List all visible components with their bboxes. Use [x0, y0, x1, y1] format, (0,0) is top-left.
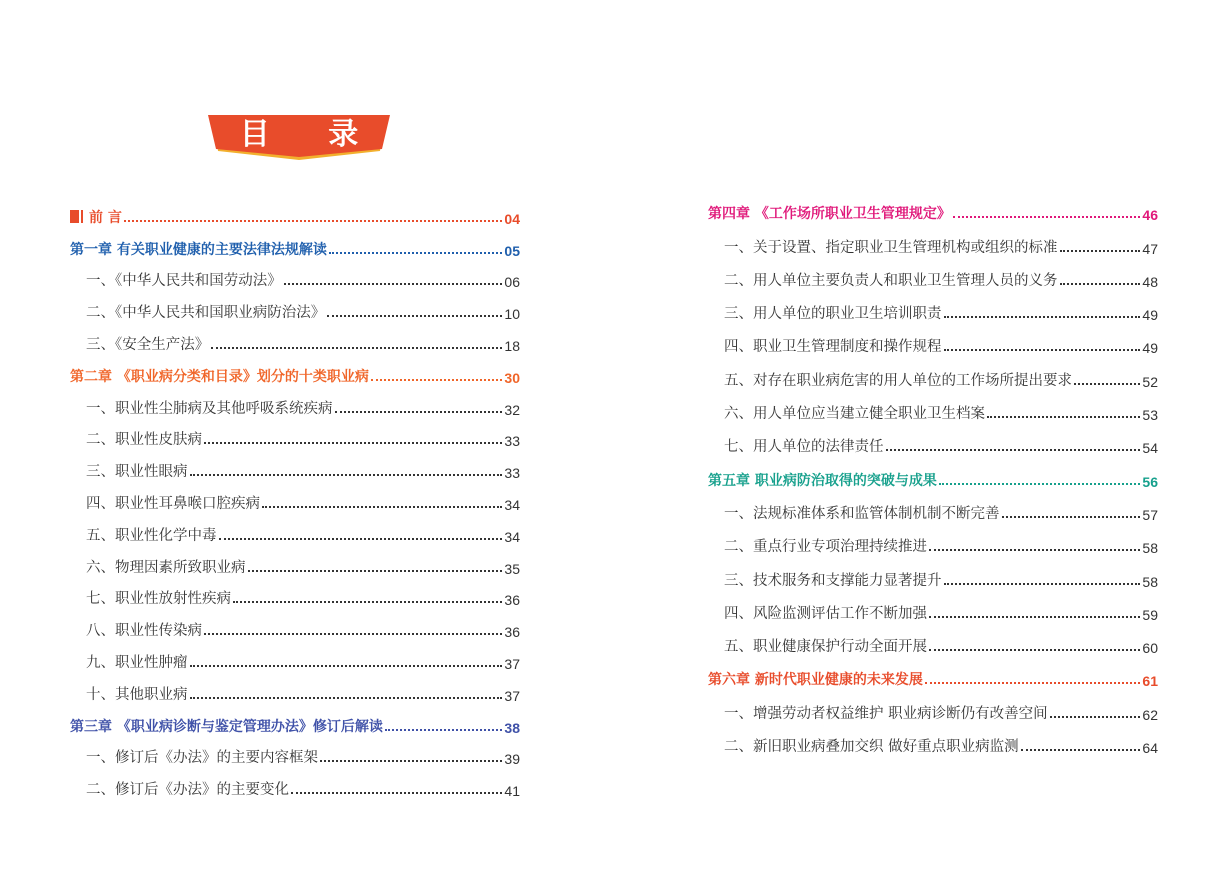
- page-number: 18: [504, 337, 520, 354]
- page-number: 33: [504, 465, 520, 482]
- page-number: 38: [504, 719, 520, 736]
- chapter-title: 第二章 《职业病分类和目录》划分的十类职业病: [70, 368, 369, 385]
- dot-leader: [190, 665, 503, 667]
- toc-entry[interactable]: [70, 322, 520, 354]
- page-number: 59: [1142, 606, 1158, 623]
- dot-leader: [1050, 716, 1141, 718]
- page-number: 37: [504, 655, 520, 672]
- toc-entry[interactable]: [70, 640, 520, 672]
- chapter-title: 第一章 有关职业健康的主要法律法规解读: [70, 241, 327, 258]
- page-number: 33: [504, 433, 520, 450]
- toc-right-column: [708, 190, 1158, 756]
- toc-entry[interactable]: [708, 290, 1158, 323]
- page-number: 48: [1142, 273, 1158, 290]
- toc-entry[interactable]: [70, 577, 520, 609]
- dot-leader: [1074, 383, 1140, 385]
- entry-title: 九、职业性肿瘤: [86, 654, 188, 671]
- page-number: 57: [1142, 506, 1158, 523]
- entry-title: 六、物理因素所致职业病: [86, 559, 246, 576]
- entry-title: 一、《中华人民共和国劳动法》: [86, 273, 282, 290]
- chapter-title: 第四章 《工作场所职业卫生管理规定》: [708, 206, 951, 223]
- dot-leader: [190, 697, 503, 699]
- dot-leader: [1002, 516, 1141, 518]
- dot-leader: [204, 633, 502, 635]
- dot-leader: [248, 570, 503, 572]
- toc-entry[interactable]: [70, 513, 520, 545]
- toc-entry-chapter6[interactable]: [708, 656, 1158, 689]
- page-number: 32: [504, 401, 520, 418]
- entry-title: 三、职业性眼病: [86, 464, 188, 481]
- dot-leader: [939, 483, 1141, 485]
- entry-title: 二、《中华人民共和国职业病防治法》: [86, 305, 326, 322]
- toc-entry[interactable]: [70, 449, 520, 481]
- chapter-title: 第三章 《职业病诊断与鉴定管理办法》修订后解读: [70, 718, 383, 735]
- dot-leader: [944, 316, 1141, 318]
- toc-title-banner: [208, 113, 390, 161]
- toc-entry-chapter1[interactable]: [70, 227, 520, 259]
- toc-entry[interactable]: [708, 490, 1158, 523]
- toc-entry[interactable]: [70, 672, 520, 704]
- page-number: 60: [1142, 640, 1158, 657]
- toc-entry[interactable]: [70, 545, 520, 577]
- page-number: 05: [504, 242, 520, 259]
- dot-leader: [233, 601, 502, 603]
- entry-title: 四、职业性耳鼻喉口腔疾病: [86, 495, 260, 512]
- dot-leader: [211, 347, 502, 349]
- dot-leader: [886, 449, 1141, 451]
- toc-entry-chapter3[interactable]: [70, 704, 520, 736]
- entry-title: 四、风险监测评估工作不断加强: [724, 605, 927, 622]
- page-number: 46: [1142, 207, 1158, 224]
- toc-entry[interactable]: [708, 623, 1158, 656]
- page-number: 04: [504, 210, 520, 227]
- dot-leader: [385, 729, 503, 731]
- entry-title: 七、职业性放射性疾病: [86, 591, 231, 608]
- toc-entry[interactable]: [708, 356, 1158, 389]
- page-number: 58: [1142, 573, 1158, 590]
- entry-title: 三、用人单位的职业卫生培训职责: [724, 306, 942, 323]
- toc-entry[interactable]: [708, 223, 1158, 256]
- entry-title: 二、用人单位主要负责人和职业卫生管理人员的义务: [724, 272, 1058, 289]
- toc-title: 目 录: [239, 117, 383, 152]
- entry-title: 八、职业性传染病: [86, 623, 202, 640]
- page-number: 06: [504, 274, 520, 291]
- dot-leader: [190, 474, 503, 476]
- toc-entry[interactable]: [70, 608, 520, 640]
- page-number: 35: [504, 560, 520, 577]
- dot-leader: [284, 283, 503, 285]
- preface-title: 前 言: [89, 209, 122, 226]
- page-number: 47: [1142, 240, 1158, 257]
- toc-left-column: [70, 195, 520, 799]
- entry-title: 十、其他职业病: [86, 686, 188, 703]
- entry-title: 二、职业性皮肤病: [86, 432, 202, 449]
- page-number: 49: [1142, 340, 1158, 357]
- entry-title: 一、增强劳动者权益维护 职业病诊断仍有改善空间: [724, 705, 1048, 722]
- entry-title: 一、职业性尘肺病及其他呼吸系统疾病: [86, 400, 333, 417]
- page-number: 56: [1142, 473, 1158, 490]
- dot-leader: [1021, 749, 1141, 751]
- toc-entry[interactable]: [708, 689, 1158, 722]
- dot-leader: [124, 220, 503, 222]
- toc-entry-chapter4[interactable]: [708, 190, 1158, 223]
- entry-title: 一、法规标准体系和监管体制机制不断完善: [724, 505, 1000, 522]
- dot-leader: [219, 538, 503, 540]
- toc-entry-chapter5[interactable]: [708, 456, 1158, 489]
- dot-leader: [371, 379, 503, 381]
- dot-leader: [291, 792, 502, 794]
- dot-leader: [929, 616, 1140, 618]
- toc-entry-preface[interactable]: [70, 195, 520, 227]
- dot-leader: [204, 442, 502, 444]
- toc-entry[interactable]: [70, 481, 520, 513]
- dot-leader: [944, 583, 1141, 585]
- chapter-title: 第五章 职业病防治取得的突破与成果: [708, 472, 937, 489]
- dot-leader: [929, 649, 1140, 651]
- page-number: 10: [504, 306, 520, 323]
- toc-entry[interactable]: [708, 590, 1158, 623]
- dot-leader: [329, 252, 503, 254]
- entry-title: 六、用人单位应当建立健全职业卫生档案: [724, 406, 985, 423]
- chapter-title: 第六章 新时代职业健康的未来发展: [708, 672, 923, 689]
- dot-leader: [953, 216, 1141, 218]
- dot-leader: [1060, 283, 1141, 285]
- toc-entry[interactable]: [70, 386, 520, 418]
- dot-leader: [262, 506, 502, 508]
- entry-title: 三、《安全生产法》: [86, 336, 210, 353]
- toc-entry[interactable]: [708, 723, 1158, 756]
- page-number: 34: [504, 496, 520, 513]
- entry-title: 七、用人单位的法律责任: [724, 439, 884, 456]
- entry-title: 一、修订后《办法》的主要内容框架: [86, 750, 318, 767]
- page-number: 54: [1142, 440, 1158, 457]
- entry-title: 五、对存在职业病危害的用人单位的工作场所提出要求: [724, 372, 1072, 389]
- dot-leader: [1060, 250, 1141, 252]
- dot-leader: [929, 549, 1140, 551]
- page-number: 36: [504, 592, 520, 609]
- page-number: 62: [1142, 706, 1158, 723]
- page-number: 52: [1142, 373, 1158, 390]
- dot-leader: [944, 349, 1141, 351]
- toc-entry[interactable]: [70, 767, 520, 799]
- page-number: 30: [504, 369, 520, 386]
- entry-title: 二、重点行业专项治理持续推进: [724, 539, 927, 556]
- entry-title: 二、新旧职业病叠加交织 做好重点职业病监测: [724, 739, 1019, 756]
- page-number: 61: [1142, 673, 1158, 690]
- entry-title: 二、修订后《办法》的主要变化: [86, 782, 289, 799]
- page-number: 58: [1142, 540, 1158, 557]
- dot-leader: [335, 411, 503, 413]
- dot-leader: [987, 416, 1140, 418]
- page-number: 34: [504, 528, 520, 545]
- page-number: 64: [1142, 740, 1158, 757]
- entry-title: 一、关于设置、指定职业卫生管理机构或组织的标准: [724, 239, 1058, 256]
- toc-entry[interactable]: [70, 290, 520, 322]
- page-number: 37: [504, 687, 520, 704]
- page-number: 36: [504, 624, 520, 641]
- page-number: 53: [1142, 407, 1158, 424]
- toc-entry[interactable]: [708, 423, 1158, 456]
- toc-entry[interactable]: [708, 257, 1158, 290]
- entry-title: 四、职业卫生管理制度和操作规程: [724, 339, 942, 356]
- entry-title: 五、职业性化学中毒: [86, 527, 217, 544]
- dot-leader: [327, 315, 502, 317]
- toc-entry[interactable]: [708, 390, 1158, 423]
- entry-title: 五、职业健康保护行动全面开展: [724, 639, 927, 656]
- square-marker-icon: [70, 210, 79, 223]
- entry-title: 三、技术服务和支撑能力显著提升: [724, 572, 942, 589]
- toc-entry[interactable]: [708, 556, 1158, 589]
- toc-entry[interactable]: [70, 418, 520, 450]
- toc-entry-chapter2[interactable]: [70, 354, 520, 386]
- dot-leader: [320, 760, 502, 762]
- toc-entry[interactable]: [70, 736, 520, 768]
- bar-marker-icon: [81, 210, 83, 223]
- dot-leader: [925, 682, 1141, 684]
- toc-entry[interactable]: [708, 523, 1158, 556]
- page-number: 49: [1142, 307, 1158, 324]
- page-number: 41: [504, 783, 520, 800]
- toc-entry[interactable]: [70, 259, 520, 291]
- toc-entry[interactable]: [708, 323, 1158, 356]
- page-number: 39: [504, 751, 520, 768]
